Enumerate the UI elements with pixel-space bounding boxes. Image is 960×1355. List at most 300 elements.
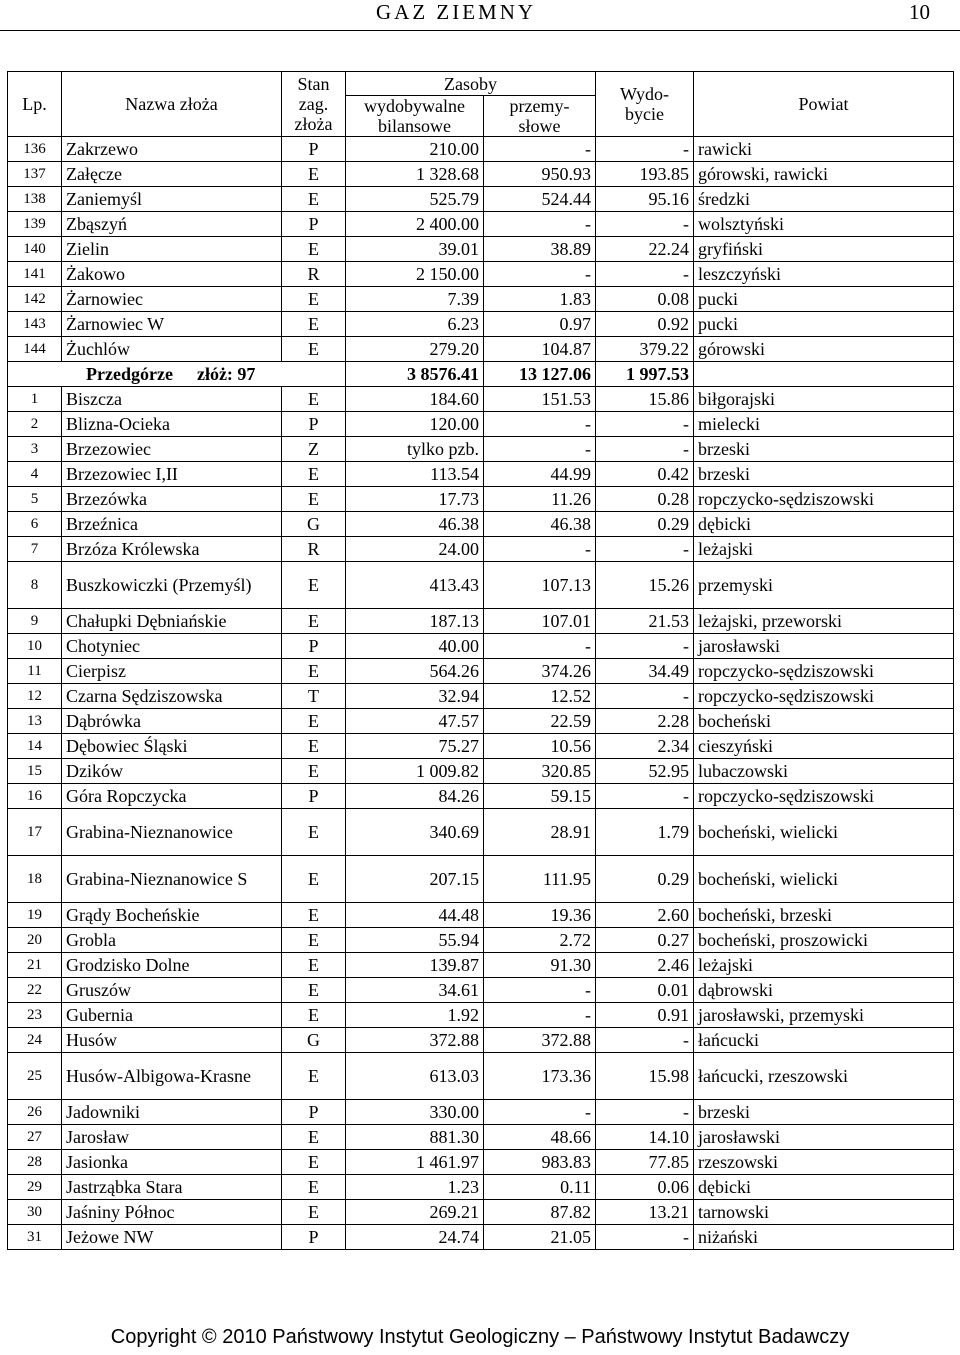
row-lp: 138 xyxy=(8,187,62,212)
row-name: Żakowo xyxy=(62,262,282,287)
row-przemyslowe: 21.05 xyxy=(484,1225,596,1250)
row-wydobycie: - xyxy=(596,634,694,659)
table-row xyxy=(8,1175,954,1200)
row-powiat: bocheński, brzeski xyxy=(694,903,954,928)
row-wydobycie: 13.21 xyxy=(596,1200,694,1225)
row-status: P xyxy=(282,412,346,437)
row-przemyslowe: 10.56 xyxy=(484,734,596,759)
row-lp: 3 xyxy=(8,437,62,462)
row-status: P xyxy=(282,784,346,809)
row-name: Grabina-Nieznanowice S xyxy=(62,856,282,903)
table-row xyxy=(8,634,954,659)
row-status: E xyxy=(282,312,346,337)
row-przemyslowe: 374.26 xyxy=(484,659,596,684)
row-wydobycie: - xyxy=(596,1225,694,1250)
row-przemyslowe: 111.95 xyxy=(484,856,596,903)
row-status: E xyxy=(282,953,346,978)
table-row xyxy=(8,437,954,462)
row-lp: 140 xyxy=(8,237,62,262)
table-row xyxy=(8,1200,954,1225)
row-status: E xyxy=(282,162,346,187)
row-wydobycie: 379.22 xyxy=(596,337,694,362)
row-wydobycie: - xyxy=(596,137,694,162)
row-przemyslowe: 950.93 xyxy=(484,162,596,187)
row-name: Góra Ropczycka xyxy=(62,784,282,809)
row-name: Żuchlów xyxy=(62,337,282,362)
table-row xyxy=(8,903,954,928)
table-row xyxy=(8,978,954,1003)
table-body-wielkopolska xyxy=(8,137,954,362)
row-przemyslowe: 59.15 xyxy=(484,784,596,809)
row-name: Dębowiec Śląski xyxy=(62,734,282,759)
row-wydobywalne: tylko pzb. xyxy=(346,437,484,462)
row-lp: 27 xyxy=(8,1125,62,1150)
row-wydobywalne: 113.54 xyxy=(346,462,484,487)
row-name: Zakrzewo xyxy=(62,137,282,162)
table-row xyxy=(8,137,954,162)
table-row xyxy=(8,1100,954,1125)
row-przemyslowe: - xyxy=(484,978,596,1003)
row-name: Dąbrówka xyxy=(62,709,282,734)
row-lp: 21 xyxy=(8,953,62,978)
row-lp: 141 xyxy=(8,262,62,287)
row-przemyslowe: 0.97 xyxy=(484,312,596,337)
table-row xyxy=(8,784,954,809)
row-lp: 7 xyxy=(8,537,62,562)
row-przemyslowe: 48.66 xyxy=(484,1125,596,1150)
row-przemyslowe: - xyxy=(484,537,596,562)
row-name: Cierpisz xyxy=(62,659,282,684)
row-wydobywalne: 269.21 xyxy=(346,1200,484,1225)
row-status: E xyxy=(282,1175,346,1200)
row-powiat: wolsztyński xyxy=(694,212,954,237)
row-powiat: bocheński, wielicki xyxy=(694,809,954,856)
row-wydobycie: 2.46 xyxy=(596,953,694,978)
row-wydobywalne: 1 461.97 xyxy=(346,1150,484,1175)
row-status: P xyxy=(282,1100,346,1125)
row-wydobywalne: 413.43 xyxy=(346,562,484,609)
row-powiat: leżajski xyxy=(694,953,954,978)
table-row xyxy=(8,1028,954,1053)
row-przemyslowe: 1.83 xyxy=(484,287,596,312)
row-wydobywalne: 184.60 xyxy=(346,387,484,412)
row-przemyslowe: 44.99 xyxy=(484,462,596,487)
row-powiat: dębicki xyxy=(694,512,954,537)
row-powiat: pucki xyxy=(694,287,954,312)
row-status: E xyxy=(282,287,346,312)
row-name: Brzezowiec I,II xyxy=(62,462,282,487)
row-wydobycie: 0.92 xyxy=(596,312,694,337)
row-wydobycie: 193.85 xyxy=(596,162,694,187)
row-powiat: łańcucki xyxy=(694,1028,954,1053)
table-row xyxy=(8,1225,954,1250)
row-wydobywalne: 24.00 xyxy=(346,537,484,562)
row-wydobycie: 2.60 xyxy=(596,903,694,928)
row-przemyslowe: 107.01 xyxy=(484,609,596,634)
row-przemyslowe: 107.13 xyxy=(484,562,596,609)
row-wydobycie: - xyxy=(596,437,694,462)
row-przemyslowe: 983.83 xyxy=(484,1150,596,1175)
row-name: Grodzisko Dolne xyxy=(62,953,282,978)
row-przemyslowe: - xyxy=(484,137,596,162)
row-wydobycie: - xyxy=(596,1028,694,1053)
row-lp: 20 xyxy=(8,928,62,953)
row-status: E xyxy=(282,903,346,928)
row-przemyslowe: - xyxy=(484,412,596,437)
row-lp: 4 xyxy=(8,462,62,487)
row-wydobywalne: 1 009.82 xyxy=(346,759,484,784)
row-powiat: jarosławski xyxy=(694,1125,954,1150)
row-lp: 2 xyxy=(8,412,62,437)
table-row xyxy=(8,262,954,287)
row-name: Grądy Bocheńskie xyxy=(62,903,282,928)
summary-label-cell xyxy=(8,362,346,387)
row-lp: 28 xyxy=(8,1150,62,1175)
row-name: Żarnowiec W xyxy=(62,312,282,337)
table-row xyxy=(8,684,954,709)
row-status: T xyxy=(282,684,346,709)
row-lp: 13 xyxy=(8,709,62,734)
row-powiat: rzeszowski xyxy=(694,1150,954,1175)
row-powiat: niżański xyxy=(694,1225,954,1250)
footer-copyright: Copyright © 2010 Państwowy Instytut Geologiczny – Państwowy Instytut Badawczy xyxy=(110,1326,850,1348)
row-status: E xyxy=(282,809,346,856)
row-przemyslowe: 524.44 xyxy=(484,187,596,212)
row-lp: 22 xyxy=(8,978,62,1003)
row-status: E xyxy=(282,487,346,512)
row-wydobycie: 0.08 xyxy=(596,287,694,312)
row-wydobycie: 15.26 xyxy=(596,562,694,609)
row-wydobycie: 0.29 xyxy=(596,856,694,903)
row-powiat: ropczycko-sędziszowski xyxy=(694,684,954,709)
row-status: E xyxy=(282,237,346,262)
row-name: Żarnowiec xyxy=(62,287,282,312)
row-lp: 29 xyxy=(8,1175,62,1200)
page-number: 10 xyxy=(909,0,930,24)
row-powiat: dębicki xyxy=(694,1175,954,1200)
row-wydobywalne: 187.13 xyxy=(346,609,484,634)
row-name: Biszcza xyxy=(62,387,282,412)
table-row xyxy=(8,312,954,337)
row-wydobycie: 0.28 xyxy=(596,487,694,512)
deposits-table xyxy=(7,71,954,1250)
col-header-wydobycie: Wydo- bycie xyxy=(596,72,694,137)
row-wydobywalne: 55.94 xyxy=(346,928,484,953)
row-status: E xyxy=(282,659,346,684)
row-status: P xyxy=(282,137,346,162)
table-row xyxy=(8,1150,954,1175)
col-header-przemyslowe: przemy- słowe xyxy=(484,96,596,137)
row-lp: 25 xyxy=(8,1053,62,1100)
summary-wydobycie: 1 997.53 xyxy=(596,362,694,387)
row-powiat: ropczycko-sędziszowski xyxy=(694,487,954,512)
row-status: G xyxy=(282,512,346,537)
table-row xyxy=(8,759,954,784)
row-status: E xyxy=(282,462,346,487)
row-status: P xyxy=(282,634,346,659)
row-powiat: mielecki xyxy=(694,412,954,437)
row-wydobywalne: 120.00 xyxy=(346,412,484,437)
row-przemyslowe: 151.53 xyxy=(484,387,596,412)
row-name: Czarna Sędziszowska xyxy=(62,684,282,709)
row-przemyslowe: 87.82 xyxy=(484,1200,596,1225)
row-wydobywalne: 24.74 xyxy=(346,1225,484,1250)
row-przemyslowe: 12.52 xyxy=(484,684,596,709)
row-wydobywalne: 1.92 xyxy=(346,1003,484,1028)
row-powiat: górowski, rawicki xyxy=(694,162,954,187)
row-wydobywalne: 7.39 xyxy=(346,287,484,312)
row-wydobywalne: 2 400.00 xyxy=(346,212,484,237)
row-name: Załęcze xyxy=(62,162,282,187)
row-wydobywalne: 881.30 xyxy=(346,1125,484,1150)
row-name: Brzóza Królewska xyxy=(62,537,282,562)
row-wydobycie: - xyxy=(596,412,694,437)
row-status: Z xyxy=(282,437,346,462)
row-przemyslowe: - xyxy=(484,1003,596,1028)
row-status: P xyxy=(282,212,346,237)
row-name: Gubernia xyxy=(62,1003,282,1028)
row-lp: 144 xyxy=(8,337,62,362)
row-name: Jastrząbka Stara xyxy=(62,1175,282,1200)
row-lp: 8 xyxy=(8,562,62,609)
row-wydobywalne: 525.79 xyxy=(346,187,484,212)
row-lp: 26 xyxy=(8,1100,62,1125)
row-powiat: łańcucki, rzeszowski xyxy=(694,1053,954,1100)
row-status: E xyxy=(282,337,346,362)
col-header-status: Stan zag. złoża xyxy=(282,72,346,137)
row-wydobycie: 2.28 xyxy=(596,709,694,734)
row-wydobywalne: 372.88 xyxy=(346,1028,484,1053)
row-powiat: średzki xyxy=(694,187,954,212)
row-lp: 19 xyxy=(8,903,62,928)
row-powiat: jarosławski xyxy=(694,634,954,659)
row-wydobycie: 15.98 xyxy=(596,1053,694,1100)
row-wydobywalne: 46.38 xyxy=(346,512,484,537)
table-row xyxy=(8,1053,954,1100)
row-lp: 137 xyxy=(8,162,62,187)
row-powiat: ropczycko-sędziszowski xyxy=(694,784,954,809)
row-powiat: górowski xyxy=(694,337,954,362)
row-name: Brzezówka xyxy=(62,487,282,512)
row-lp: 10 xyxy=(8,634,62,659)
row-wydobycie: 0.27 xyxy=(596,928,694,953)
row-wydobywalne: 330.00 xyxy=(346,1100,484,1125)
row-wydobywalne: 40.00 xyxy=(346,634,484,659)
summary-wydobywalne: 3 8576.41 xyxy=(346,362,484,387)
row-wydobycie: 34.49 xyxy=(596,659,694,684)
row-powiat: leżajski, przeworski xyxy=(694,609,954,634)
row-wydobycie: 0.42 xyxy=(596,462,694,487)
row-wydobywalne: 17.73 xyxy=(346,487,484,512)
row-wydobywalne: 279.20 xyxy=(346,337,484,362)
page-header xyxy=(0,0,960,31)
table-row xyxy=(8,1003,954,1028)
row-wydobywalne: 32.94 xyxy=(346,684,484,709)
row-name: Jadowniki xyxy=(62,1100,282,1125)
row-wydobywalne: 139.87 xyxy=(346,953,484,978)
table-summary xyxy=(8,362,954,387)
row-powiat: bocheński xyxy=(694,709,954,734)
row-powiat: leszczyński xyxy=(694,262,954,287)
table-row xyxy=(8,1125,954,1150)
table-row xyxy=(8,412,954,437)
row-name: Jarosław xyxy=(62,1125,282,1150)
table-row xyxy=(8,809,954,856)
row-name: Husów xyxy=(62,1028,282,1053)
row-wydobycie: - xyxy=(596,537,694,562)
row-lp: 23 xyxy=(8,1003,62,1028)
row-wydobycie: - xyxy=(596,1100,694,1125)
row-przemyslowe: 28.91 xyxy=(484,809,596,856)
row-wydobycie: - xyxy=(596,212,694,237)
table-row xyxy=(8,487,954,512)
col-header-zasoby: Zasoby xyxy=(346,72,596,96)
row-wydobywalne: 75.27 xyxy=(346,734,484,759)
row-przemyslowe: 372.88 xyxy=(484,1028,596,1053)
summary-powiat xyxy=(694,362,954,387)
row-wydobywalne: 340.69 xyxy=(346,809,484,856)
row-wydobycie: 2.34 xyxy=(596,734,694,759)
row-przemyslowe: - xyxy=(484,1100,596,1125)
row-powiat: gryfiński xyxy=(694,237,954,262)
row-wydobycie: - xyxy=(596,262,694,287)
summary-count: złóż: 97 xyxy=(196,364,256,384)
row-status: E xyxy=(282,978,346,1003)
row-wydobycie: - xyxy=(596,684,694,709)
row-przemyslowe: 91.30 xyxy=(484,953,596,978)
row-wydobywalne: 44.48 xyxy=(346,903,484,928)
row-powiat: jarosławski, przemyski xyxy=(694,1003,954,1028)
table-row xyxy=(8,337,954,362)
row-lp: 17 xyxy=(8,809,62,856)
row-przemyslowe: 46.38 xyxy=(484,512,596,537)
row-name: Grobla xyxy=(62,928,282,953)
row-powiat: biłgorajski xyxy=(694,387,954,412)
row-status: R xyxy=(282,262,346,287)
row-powiat: bocheński, proszowicki xyxy=(694,928,954,953)
row-wydobywalne: 1.23 xyxy=(346,1175,484,1200)
row-wydobywalne: 6.23 xyxy=(346,312,484,337)
row-powiat: leżajski xyxy=(694,537,954,562)
row-name: Chotyniec xyxy=(62,634,282,659)
col-header-name: Nazwa złoża xyxy=(62,72,282,137)
row-wydobycie: 21.53 xyxy=(596,609,694,634)
row-lp: 142 xyxy=(8,287,62,312)
summary-region: Przedgórze xyxy=(86,364,173,384)
table-row xyxy=(8,734,954,759)
row-status: E xyxy=(282,1150,346,1175)
row-status: E xyxy=(282,709,346,734)
row-name: Jeżowe NW xyxy=(62,1225,282,1250)
row-powiat: ropczycko-sędziszowski xyxy=(694,659,954,684)
row-wydobycie: 0.91 xyxy=(596,1003,694,1028)
table-row xyxy=(8,212,954,237)
row-name: Grabina-Nieznanowice xyxy=(62,809,282,856)
row-lp: 18 xyxy=(8,856,62,903)
row-lp: 139 xyxy=(8,212,62,237)
row-wydobywalne: 39.01 xyxy=(346,237,484,262)
row-przemyslowe: 2.72 xyxy=(484,928,596,953)
row-wydobywalne: 84.26 xyxy=(346,784,484,809)
row-name: Zielin xyxy=(62,237,282,262)
row-lp: 15 xyxy=(8,759,62,784)
row-lp: 136 xyxy=(8,137,62,162)
table-row xyxy=(8,609,954,634)
row-powiat: brzeski xyxy=(694,462,954,487)
table-row xyxy=(8,187,954,212)
row-wydobywalne: 613.03 xyxy=(346,1053,484,1100)
row-wydobycie: - xyxy=(596,784,694,809)
row-przemyslowe: 320.85 xyxy=(484,759,596,784)
row-lp: 31 xyxy=(8,1225,62,1250)
row-powiat: przemyski xyxy=(694,562,954,609)
row-status: E xyxy=(282,1200,346,1225)
row-powiat: bocheński, wielicki xyxy=(694,856,954,903)
row-przemyslowe: - xyxy=(484,262,596,287)
row-status: G xyxy=(282,1028,346,1053)
summary-przemyslowe: 13 127.06 xyxy=(484,362,596,387)
row-wydobycie: 0.01 xyxy=(596,978,694,1003)
col-header-wydobywalne: wydobywalne bilansowe xyxy=(346,96,484,137)
row-name: Buszkowiczki (Przemyśl) xyxy=(62,562,282,609)
page-title: GAZ ZIEMNY xyxy=(376,0,537,24)
row-powiat: brzeski xyxy=(694,1100,954,1125)
table-row xyxy=(8,562,954,609)
row-status: E xyxy=(282,928,346,953)
row-status: E xyxy=(282,759,346,784)
row-status: E xyxy=(282,1125,346,1150)
summary-row xyxy=(8,362,954,387)
row-lp: 14 xyxy=(8,734,62,759)
row-name: Dzików xyxy=(62,759,282,784)
row-lp: 9 xyxy=(8,609,62,634)
row-wydobycie: 14.10 xyxy=(596,1125,694,1150)
row-przemyslowe: 104.87 xyxy=(484,337,596,362)
table-row xyxy=(8,462,954,487)
row-wydobycie: 22.24 xyxy=(596,237,694,262)
table-row xyxy=(8,237,954,262)
table-row xyxy=(8,856,954,903)
row-name: Chałupki Dębniańskie xyxy=(62,609,282,634)
row-lp: 12 xyxy=(8,684,62,709)
row-wydobywalne: 210.00 xyxy=(346,137,484,162)
row-name: Zbąszyń xyxy=(62,212,282,237)
row-wydobycie: 95.16 xyxy=(596,187,694,212)
row-status: R xyxy=(282,537,346,562)
row-status: E xyxy=(282,1003,346,1028)
row-wydobywalne: 2 150.00 xyxy=(346,262,484,287)
table-row xyxy=(8,928,954,953)
row-powiat: cieszyński xyxy=(694,734,954,759)
col-header-lp: Lp. xyxy=(8,72,62,137)
row-status: E xyxy=(282,562,346,609)
row-przemyslowe: 38.89 xyxy=(484,237,596,262)
row-przemyslowe: 22.59 xyxy=(484,709,596,734)
row-status: E xyxy=(282,734,346,759)
row-name: Gruszów xyxy=(62,978,282,1003)
table-row xyxy=(8,162,954,187)
row-status: P xyxy=(282,1225,346,1250)
row-status: E xyxy=(282,856,346,903)
row-przemyslowe: 173.36 xyxy=(484,1053,596,1100)
row-status: E xyxy=(282,387,346,412)
row-wydobycie: 0.06 xyxy=(596,1175,694,1200)
table-body-przedgorze xyxy=(8,387,954,1250)
row-lp: 1 xyxy=(8,387,62,412)
row-wydobycie: 52.95 xyxy=(596,759,694,784)
row-powiat: tarnowski xyxy=(694,1200,954,1225)
row-status: E xyxy=(282,1053,346,1100)
